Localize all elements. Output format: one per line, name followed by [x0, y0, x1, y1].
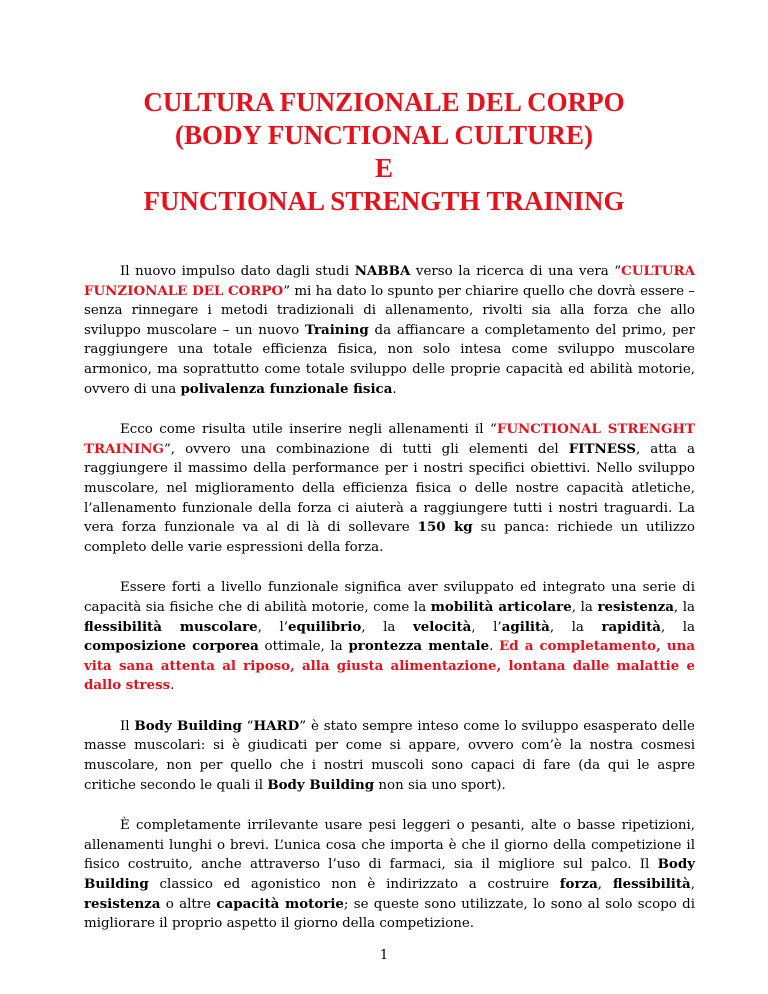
page-number: 1	[379, 948, 389, 963]
text-run: , la	[571, 599, 598, 615]
text-run: ,	[597, 877, 613, 893]
bold-text: mobilità articolare	[430, 598, 572, 615]
text-run: .	[489, 639, 500, 655]
title-line-4: FUNCTIONAL STRENGTH TRAINING	[143, 186, 625, 216]
bold-text: Body Building	[134, 717, 242, 734]
bold-text: Body Building	[267, 776, 375, 793]
bold-text: NABBA	[354, 263, 411, 279]
highlighted-text: FUNCTIONAL STRENGHT TRAINING	[84, 421, 695, 457]
bold-text: prontezza mentale	[348, 638, 490, 655]
bold-text: capacità motorie	[216, 895, 344, 912]
bold-text: forza	[559, 876, 598, 893]
paragraph-3	[84, 578, 695, 696]
text-run: ”, ovvero una combinazione di tutti gli elementi del	[163, 441, 569, 457]
bold-text: Training	[305, 321, 369, 338]
text-run: Essere forti a livello funzionale significa aver sviluppato ed integrato una serie di capacità sia fisiche che di abilità motorie, come la	[84, 580, 695, 615]
text-run: .	[392, 381, 397, 397]
text-run: Il	[120, 718, 135, 734]
text-run: ottimale, la	[258, 639, 349, 655]
text-run: .	[170, 678, 175, 694]
title-line-3: E	[374, 153, 393, 183]
bold-text: polivalenza funzionale fisica	[180, 380, 393, 397]
highlighted-text: Ed a completamento, una vita sana attenta al riposo, alla giusta alimentazione, lontana dalle malattie e dallo stress	[84, 638, 696, 694]
bold-text: HARD	[253, 717, 300, 734]
text-run: , atta a raggiungere il massimo della performance per i nostri specifici obiettivi. Nello sviluppo muscolare, nel miglioramento della efficienza fisica o delle nostre capacità atletiche, l’allenamento funzionale della forza ci aiuterà a raggiungere tutti i nostri traguardi. La vera forza funzionale va al di là di sollevare	[84, 441, 695, 536]
paragraph-5	[84, 816, 695, 934]
text-run: ; se queste sono utilizzate, lo sono al solo scopo di migliorare il proprio aspetto il giorno della competizione.	[84, 896, 695, 932]
text-run: Il nuovo impulso dato dagli studi	[120, 264, 355, 279]
text-run: o altre	[160, 896, 217, 912]
document-title	[0, 86, 768, 218]
text-run: Ecco come risulta utile inserire negli allenamenti il “	[120, 422, 497, 438]
document-body	[84, 262, 695, 955]
bold-text: FITNESS	[568, 440, 636, 457]
title-line-2: (BODY FUNCTIONAL CULTURE)	[174, 120, 594, 150]
paragraph-2	[84, 420, 695, 557]
text-run: , la	[361, 619, 413, 635]
bold-text: resistenza	[597, 598, 674, 615]
highlighted-text: CULTURA FUNZIONALE DEL CORPO	[84, 263, 695, 299]
text-run: su panca: richiede un utilizzo completo delle varie espressioni della forza.	[84, 520, 695, 555]
text-run: , l’	[471, 619, 502, 635]
text-run: , la	[549, 619, 602, 635]
text-run: verso la ricerca di una vera “	[410, 264, 622, 279]
bold-text: flessibilità muscolare	[84, 618, 258, 635]
bold-text: velocità	[412, 618, 472, 635]
bold-text: composizione corporea	[84, 638, 259, 655]
bold-text: flessibilità	[612, 876, 691, 893]
text-run: classico ed agonistico non è indirizzato a costruire	[148, 877, 560, 893]
text-run: , la	[673, 599, 695, 615]
bold-text: 150 kg	[417, 519, 473, 536]
text-run: da affiancare a completamento del primo, per raggiungere una totale efficienza fisica, non solo intesa come sviluppo muscolare armonico, ma soprattutto come totale sviluppo delle proprie capacità ed abilità motorie, ovvero di una	[84, 322, 696, 397]
text-run: non sia uno sport).	[374, 777, 506, 793]
bold-text: equilibrio	[288, 618, 362, 635]
text-run: , la	[660, 619, 695, 635]
text-run: ” è stato sempre inteso come lo sviluppo esasperato delle masse muscolari: si è giudicati per come si appare, ovvero com’è la nostra cosmesi muscolare, non per quello che i nostri muscoli sono capaci di fare (da qui le aspre critiche secondo le quali il	[84, 718, 695, 793]
text-run: “	[241, 718, 254, 734]
paragraph-1	[84, 262, 695, 399]
paragraph-4	[84, 717, 695, 795]
bold-text: resistenza	[84, 895, 161, 912]
bold-text: agilità	[501, 618, 550, 635]
bold-text: rapidità	[601, 618, 661, 635]
title-line-1: CULTURA FUNZIONALE DEL CORPO	[143, 87, 625, 117]
text-run: È completamente irrilevante usare pesi leggeri o pesanti, alte o basse ripetizioni, allenamenti lunghi o brevi. L’unica cosa che importa è che il giorno della competizione il fisico costruito, anche attraverso l’uso di farmaci, sia il migliore sul palco. Il	[84, 818, 695, 873]
text-run: , l’	[257, 619, 289, 635]
text-run: ” mi ha dato lo spunto per chiarire quello che dovrà essere – senza rinnegare i metodi tradizionali di allenamento, rivolti sia alla forza che allo sviluppo muscolare – un nuovo	[84, 283, 696, 338]
bold-text: Body Building	[84, 856, 695, 893]
text-run: ,	[690, 877, 695, 893]
